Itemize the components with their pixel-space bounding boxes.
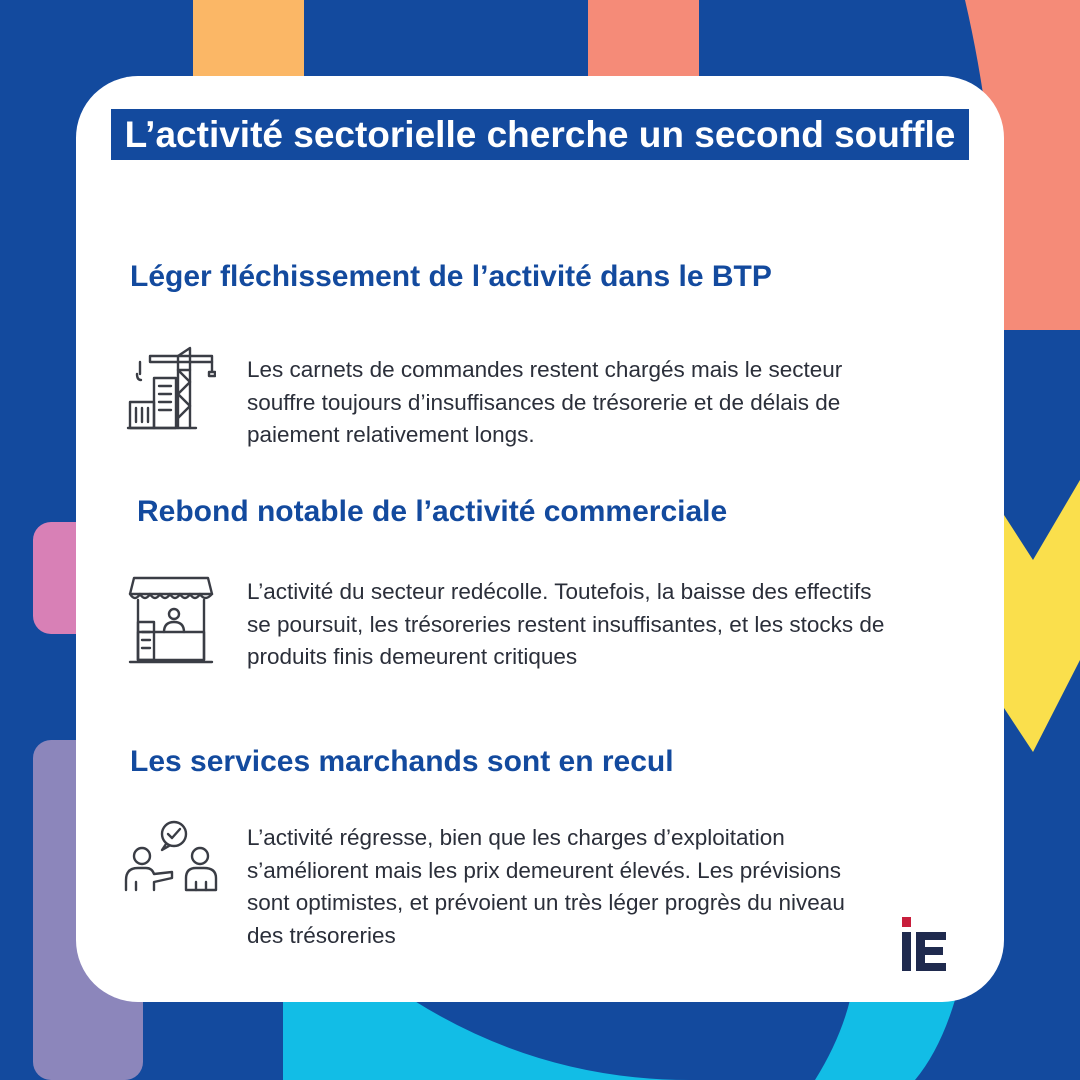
cyan-ring-shape	[283, 1000, 690, 1080]
yellow-chevron-shape	[1004, 480, 1080, 752]
section-text-btp: Les carnets de commandes restent chargés mais le secteur souffre toujours d’insuffisances de trésorerie et de délais de paiement relativement longs.	[247, 357, 843, 447]
title-wrap	[0, 108, 1080, 161]
section-text-commerce: L’activité du secteur redécolle. Toutefois, la baisse des effectifs se poursuit, les trésoreries restent insuffisantes, et les stocks de produits finis demeurent critiques	[247, 579, 885, 669]
construction-crane-icon	[126, 342, 216, 432]
section-heading-commerce: Rebond notable de l’activité commerciale	[137, 495, 728, 528]
section-heading-btp: Léger fléchissement de l’activité dans le BTP	[130, 260, 772, 293]
market-stall-icon	[128, 574, 214, 666]
section-heading-services: Les services marchands sont en recul	[130, 745, 674, 778]
cyan-ring-shape-right	[815, 1000, 955, 1080]
iE-logo-icon	[900, 915, 948, 973]
section-text-services: L’activité régresse, bien que les charges d’exploitation s’améliorent mais les prix demeurent élevés. Les prévisions sont optimistes, et prévoient un très léger progrès du niveau des trésoreries	[247, 825, 845, 948]
service-consultation-icon	[122, 818, 220, 894]
page-title: L’activité sectorielle cherche un second souffle	[111, 109, 970, 160]
